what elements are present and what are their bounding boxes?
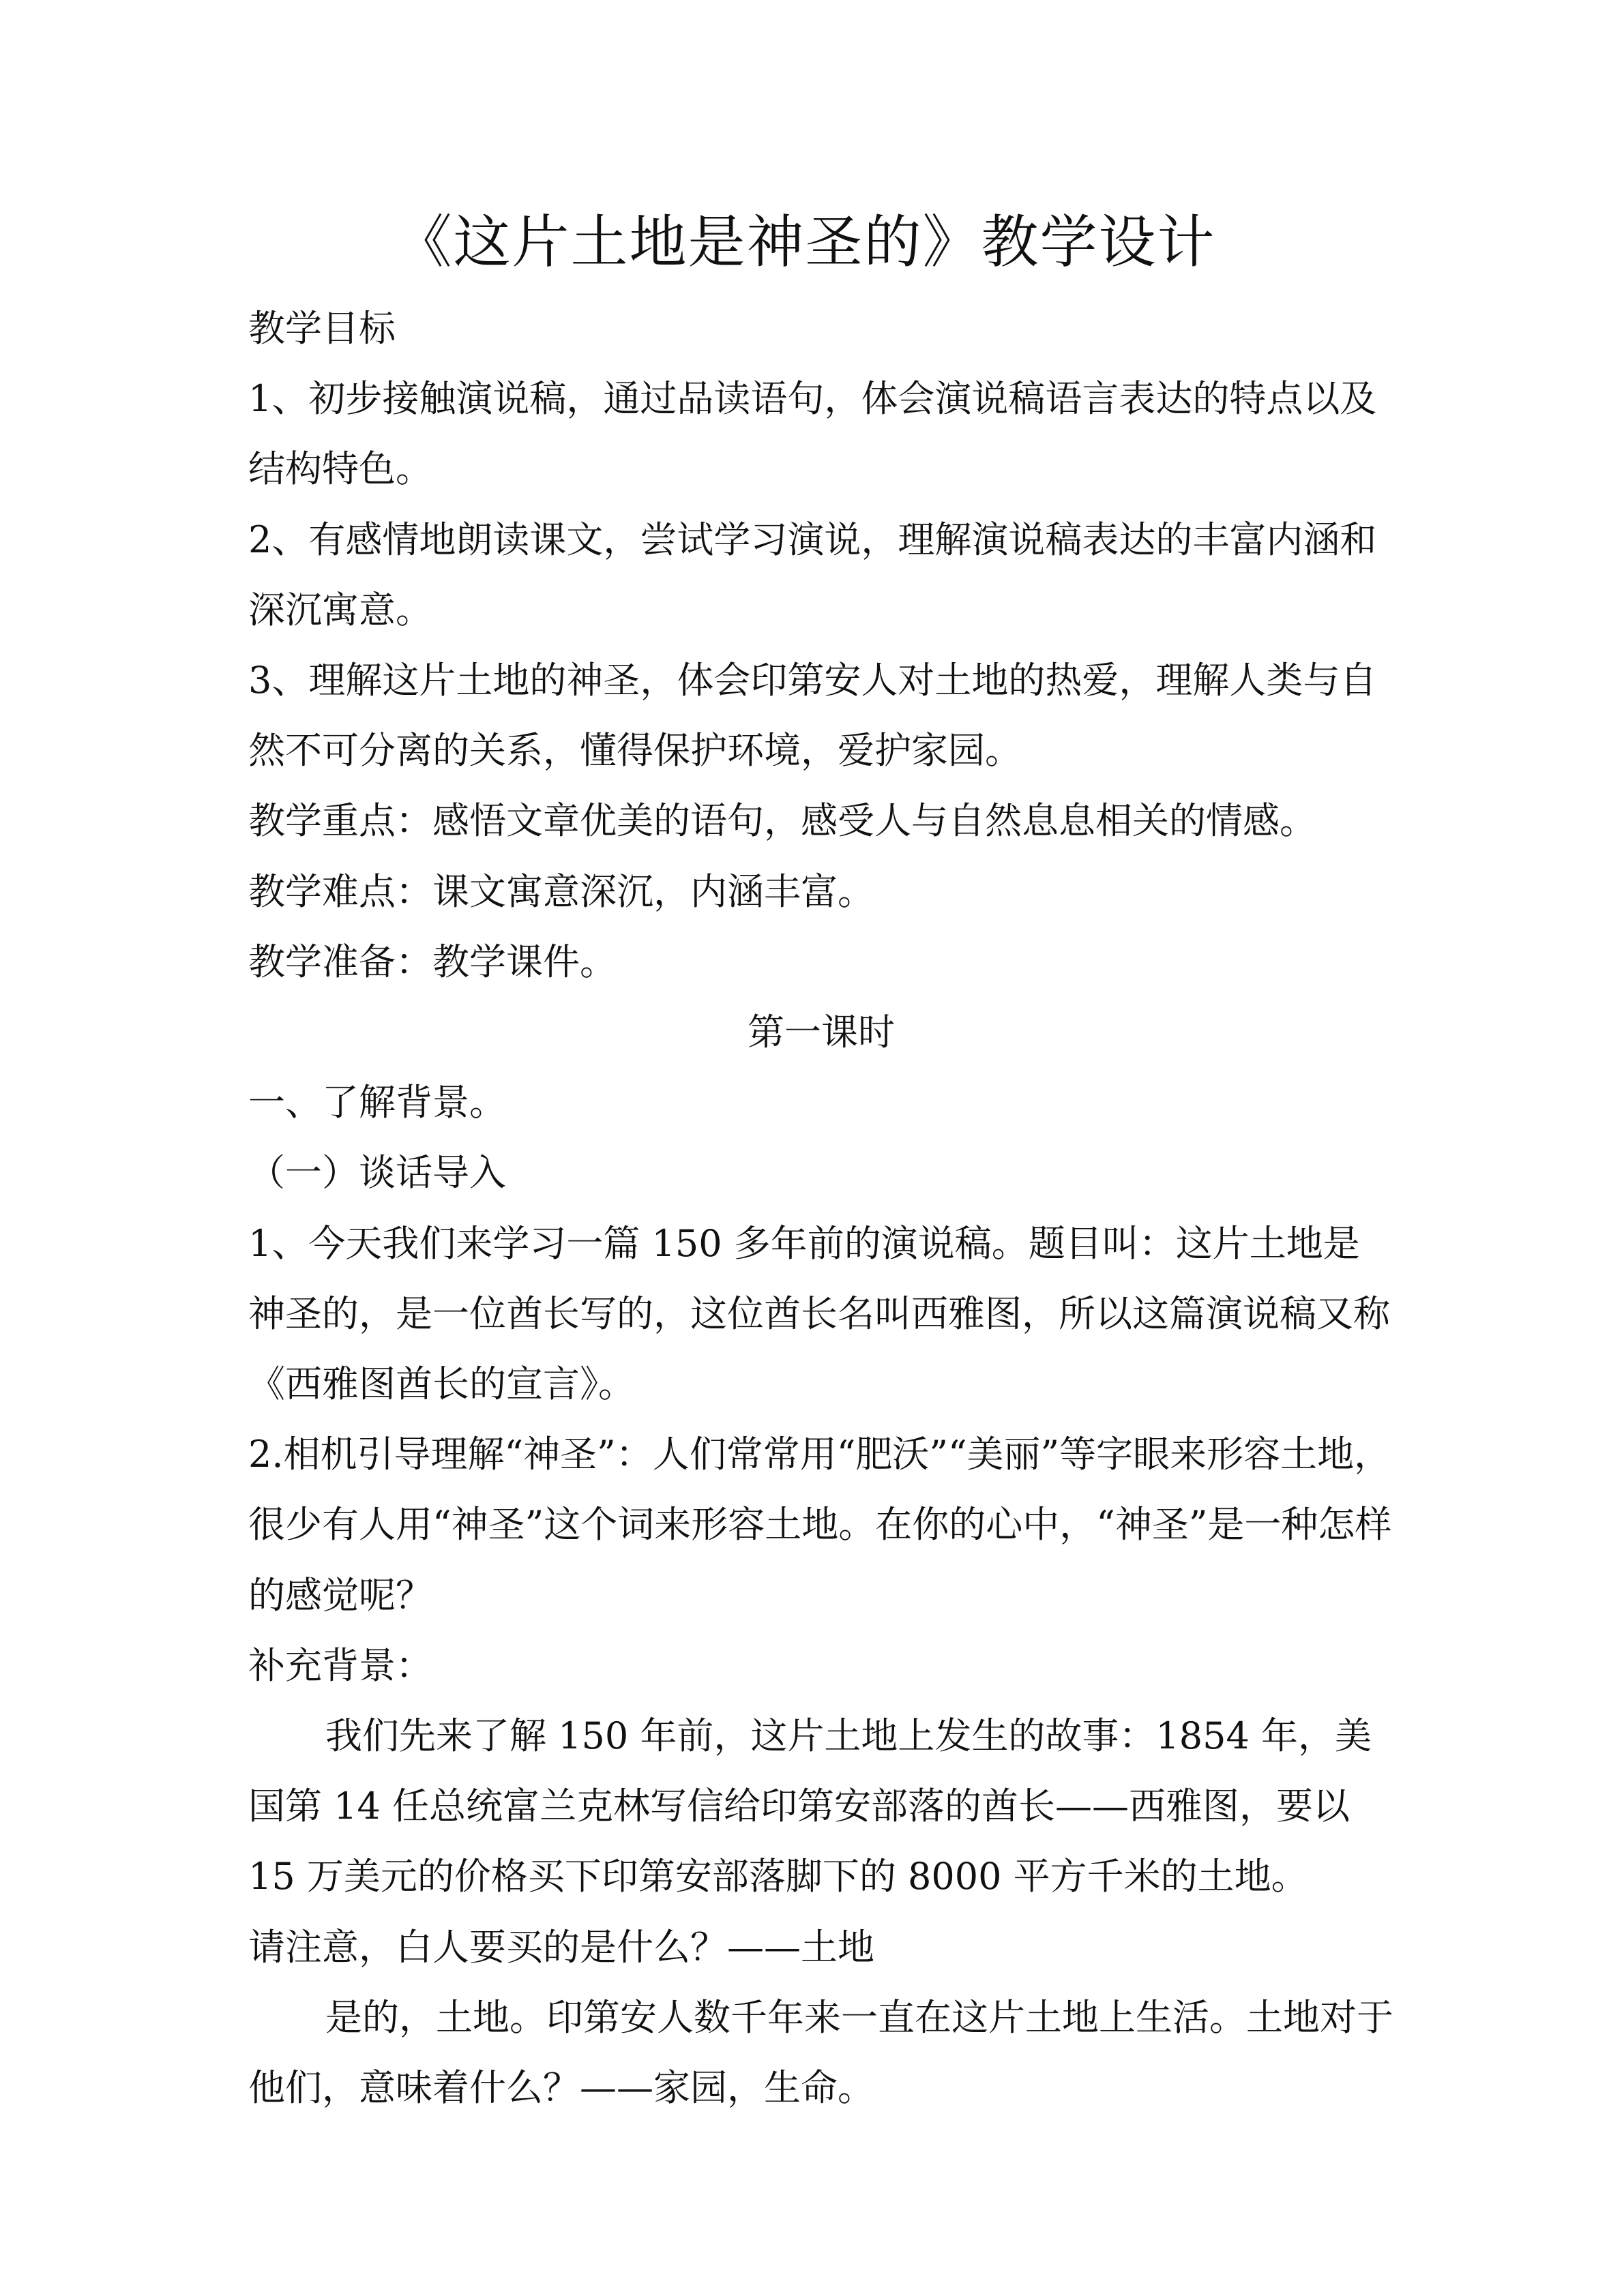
preparation: 教学准备：教学课件。: [248, 940, 617, 983]
objective-item: 2、有感情地朗读课文，尝试学习演说，理解演说稿表达的丰富内涵和深沉寓意。: [248, 518, 1377, 631]
background-paragraph: 我们先来了解 150 年前，这片土地上发生的故事：1854 年，美国第 14 任总统富兰克林写信给印第安部落的酋长——西雅图，要以15 万美元的价格买下印第安部落脚下的 8000 平方千米的土地。: [248, 1714, 1372, 1898]
document-title: 《这片土地是神圣的》教学设计: [394, 209, 1216, 275]
objective-item: 1、初步接触演说稿，通过品读语句，体会演说稿语言表达的特点以及结构特色。: [248, 377, 1377, 491]
background-label: 补充背景：: [248, 1643, 432, 1687]
key-point: 教学重点：感悟文章优美的语句，感受人与自然息息相关的情感。: [248, 799, 1316, 843]
difficulty: 教学难点：课文寓意深沉，内涵丰富。: [248, 869, 874, 913]
question: 请注意，白人要买的是什么？——土地: [248, 1925, 874, 1969]
objectives-heading: 教学目标: [248, 307, 396, 350]
intro-step: 2.相机引导理解“神圣”：人们常常用“肥沃”“美丽”等字眼来形容土地，很少有人用“神圣”这个词来形容土地。在你的心中，“神圣”是一种怎样的感觉呢？: [248, 1433, 1392, 1617]
section-heading: 一、了解背景。: [248, 1081, 506, 1124]
objective-item: 3、理解这片土地的神圣，体会印第安人对土地的热爱，理解人类与自然不可分离的关系，懂得保护环境，爱护家园。: [248, 659, 1377, 773]
subsection-heading: （一）谈话导入: [248, 1151, 506, 1195]
lesson-heading: 第一课时: [748, 1011, 895, 1054]
answer-paragraph: 是的，土地。印第安人数千年来一直在这片土地上生活。土地对于他们，意味着什么？——家园，生命。: [248, 1995, 1393, 2110]
intro-step: 1、今天我们来学习一篇 150 多年前的演说稿。题目叫：这片土地是神圣的，是一位酋长写的，这位酋长名叫西雅图，所以这篇演说稿又称《西雅图酋长的宣言》。: [248, 1221, 1390, 1406]
document-body: [248, 293, 1394, 2123]
